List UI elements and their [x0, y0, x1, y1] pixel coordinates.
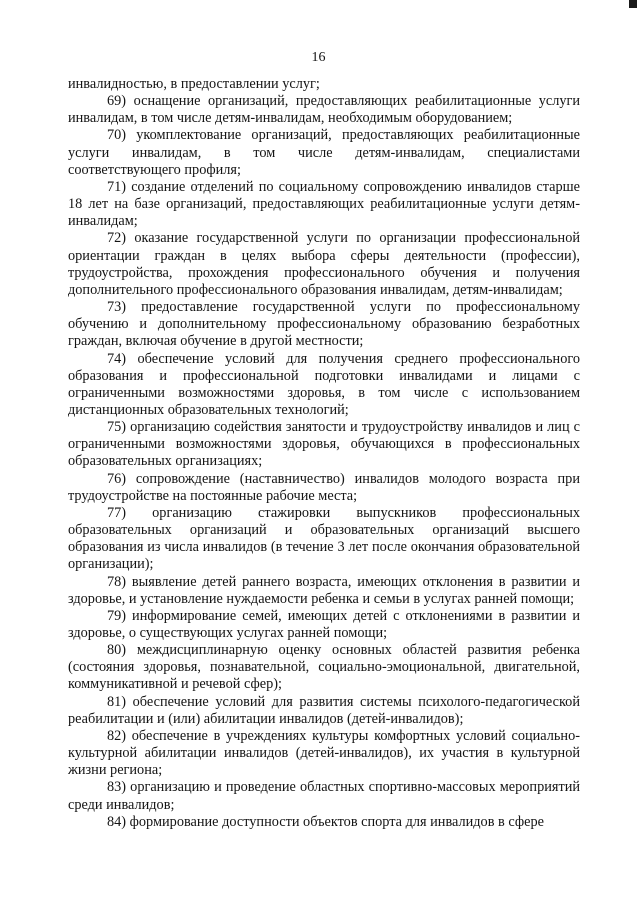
list-item-79: 79) информирование семей, имеющих детей с отклонениями в развитии и здоровье, о существующих услугах ранней помощи;: [68, 607, 580, 641]
document-text: [68, 76, 580, 831]
list-item-71: 71) создание отделений по социальному сопровождению инвалидов старше 18 лет на базе организаций, предоставляющих реабилитационные услуги детям-инвалидам;: [68, 178, 580, 230]
list-item-73: 73) предоставление государственной услуги по профессиональному обучению и дополнительному профессиональному образованию безработных граждан, включая обучение в другой местности;: [68, 299, 580, 350]
list-item-83: 83) организацию и проведение областных спортивно-массовых мероприятий среди инвалидов;: [68, 779, 580, 813]
list-item-69: 69) оснащение организаций, предоставляющих реабилитационные услуги инвалидам, в том числе детям-инвалидам, необходимым оборудованием;: [68, 93, 580, 127]
list-item-84: 84) формирование доступности объектов спорта для инвалидов в сфере: [107, 813, 544, 830]
list-item-77: 77) организацию стажировки выпускников профессиональных образовательных организаций и образовательных организаций высшего образования из числа инвалидов (в течение 3 лет после окончания образовательной организации);: [68, 504, 580, 573]
page-number: 16: [311, 50, 326, 65]
list-item-70: 70) укомплектование организаций, предоставляющих реабилитационные услуги инвалидам, в том числе детям-инвалидам, специалистами соответствующего профиля;: [68, 127, 580, 178]
list-item-80: 80) междисциплинарную оценку основных областей развития ребенка (состояния здоровья, познавательной, социально-эмоциональной, двигательной, коммуникативной и речевой сфер);: [68, 642, 580, 693]
list-item-78: 78) выявление детей раннего возраста, имеющих отклонения в развитии и здоровье, и установление нуждаемости ребенка и семьи в услугах ранней помощи;: [68, 573, 580, 607]
list-item-82: 82) обеспечение в учреждениях культуры комфортных условий социально-культурной абилитации инвалидов (детей-инвалидов), их участия в культурной жизни региона;: [68, 727, 580, 779]
scan-edge-mark: [629, 0, 637, 8]
paragraph-continuation: инвалидностью, в предоставлении услуг;: [68, 76, 320, 92]
list-item-74: 74) обеспечение условий для получения среднего профессионального образования и профессиональной подготовки инвалидами и лицами с ограниченными возможностями здоровья, в том числе с использованием дистанционных образовательных технологий;: [68, 350, 580, 418]
list-item-76: 76) сопровождение (наставничество) инвалидов молодого возраста при трудоустройстве на постоянные рабочие места;: [68, 470, 580, 504]
list-item-72: 72) оказание государственной услуги по организации профессиональной ориентации граждан в целях выбора сферы деятельности (профессии), трудоустройства, прохождения профессионального обучения и получения дополнительного профессионального образования инвалидам, детям-инвалидам;: [68, 230, 580, 298]
list-item-75: 75) организацию содействия занятости и трудоустройству инвалидов и лиц с ограниченными возможностями здоровья, обучающихся в профессиональных образовательных организациях;: [68, 419, 580, 470]
list-item-81: 81) обеспечение условий для развития системы психолого-педагогической реабилитации и (или) абилитации инвалидов (детей-инвалидов);: [68, 693, 580, 727]
